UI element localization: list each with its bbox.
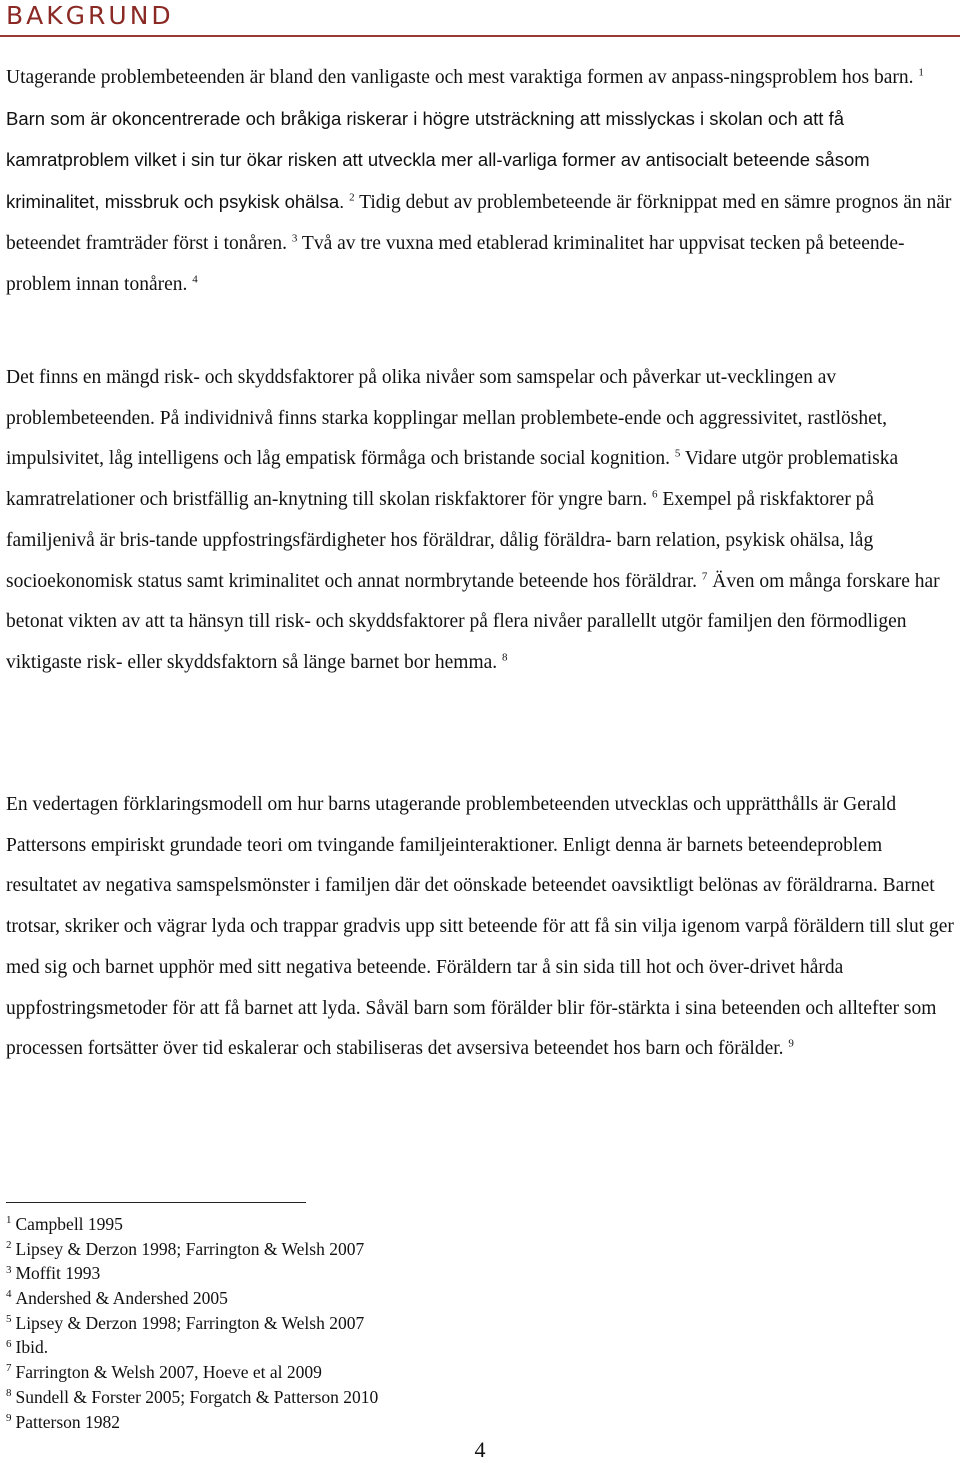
footnote-text: Ibid. [15, 1337, 49, 1358]
footnote-number: 9 [6, 1411, 12, 1424]
footnote-ref-9[interactable]: 9 [788, 1037, 794, 1050]
footnote-item [6, 1261, 378, 1286]
footnote-item [6, 1212, 378, 1237]
footnote-ref-7[interactable]: 7 [701, 570, 708, 583]
footnote-text: Lipsey & Derzon 1998; Farrington & Welsh 2007 [15, 1238, 365, 1259]
paragraph-2-sentence-1: Det finns en mängd risk- och skyddsfaktorer på olika nivåer som samspelar och påverkar ut-vecklingen av problembeteenden. På individnivå finns starka kopplingar mellan problembete-ende och aggressivitet, rastlöshet, impulsivitet, låg intelligens och låg empatisk förmåga och bristande social kognition. [6, 367, 888, 470]
footnote-item [6, 1237, 378, 1262]
paragraph-1-sentence-1b: Barn som är okoncentrerade och bråkiga riskerar i högre utsträckning att misslyckas i skolan och att få kamratproblem vilket i sin tur ökar risken att utveckla mer all-varliga former av antisocialt beteende såsom kriminalitet, missbruk och psykisk ohälsa. [6, 107, 870, 213]
paragraph-2-sentence-2: Vidare utgör problematiska kamratrelationer och bristfällig an-knytning till skolan riskfaktorer för yngre barn. [6, 448, 899, 511]
footnote-item [6, 1360, 378, 1385]
footnote-number: 7 [6, 1362, 12, 1375]
paragraph-2 [6, 358, 956, 684]
footnote-ref-8[interactable]: 8 [502, 651, 508, 664]
paragraph-3-text: En vedertagen förklaringsmodell om hur barns utagerande problembeteenden utvecklas och upprätthålls är Gerald Pattersons empiriskt grundade teori om tvingande familjeinteraktioner. Enligt denna är barnets beteendeproblem resultatet av negativa samspelsmönster i familjen där det oönskade beteendet oavsiktligt belönas av föräldrarna. Barnet trotsar, skriker och vägrar lyda och trappar gradvis upp sitt beteende för att få sin vilja igenom varpå föräldern till slut ger med sig och barnet upphör med sitt negativa beteende. Föräldern tar å sin sida till hot och över-drivet hårda uppfostringsmetoder för att få barnet att lyda. Såväl barn som förälder blir för-stärkta i sina beteenden och alltefter som processen fortsätter över tid eskalerar och stabiliseras det avsersiva beteendet hos barn och förälder. [6, 794, 954, 1060]
footnote-item [6, 1385, 378, 1410]
footnote-text: Andershed & Andershed 2005 [15, 1288, 228, 1309]
footnote-ref-3[interactable]: 3 [291, 232, 298, 245]
footnote-text: Sundell & Forster 2005; Forgatch & Patterson 2010 [15, 1386, 379, 1407]
section-heading: BAKGRUND [6, 1, 174, 30]
footnote-ref-1[interactable]: 1 [918, 66, 924, 79]
footnote-ref-5[interactable]: 5 [674, 447, 681, 460]
paragraph-2-sentence-3: Exempel på riskfaktorer på familjenivå är bris-tande uppfostringsfärdigheter hos föräldrar, dålig föräldra- barn relation, psykisk ohälsa, låg socioekonomisk status samt kriminalitet och annat normbrytande beteende hos föräldrar. [6, 489, 875, 592]
heading-underline [0, 35, 960, 37]
footnote-text: Campbell 1995 [15, 1214, 123, 1234]
footnote-number: 5 [6, 1312, 12, 1325]
footnote-text: Patterson 1982 [15, 1411, 121, 1432]
footnote-number: 4 [6, 1288, 12, 1301]
footnote-ref-2[interactable]: 2 [349, 191, 355, 204]
footnote-item [6, 1286, 378, 1311]
footnote-item [6, 1335, 378, 1360]
paragraph-2-sentence-4: Även om många forskare har betonat vikten av att ta hänsyn till risk- och skyddsfaktorer på flera nivåer parallellt utgör familjen den förmodligen viktigaste risk- eller skyddsfaktorn så länge barnet bor hemma. [6, 570, 940, 673]
footnote-number: 3 [6, 1263, 12, 1276]
footnote-text: Moffit 1993 [15, 1263, 101, 1284]
footnote-ref-4[interactable]: 4 [192, 273, 198, 286]
footnote-number: 2 [6, 1238, 12, 1251]
footnote-list [6, 1212, 378, 1434]
footnote-ref-6[interactable]: 6 [652, 488, 658, 501]
page-number: 4 [474, 1437, 486, 1462]
footnote-text: Lipsey & Derzon 1998; Farrington & Welsh 2007 [15, 1312, 365, 1333]
paragraph-1 [6, 58, 956, 305]
footnote-item [6, 1410, 378, 1435]
footnote-item [6, 1311, 378, 1336]
paragraph-3 [6, 785, 956, 1070]
footnote-separator [6, 1202, 306, 1203]
paragraph-1-sentence-2: Tidig debut av problembeteende är förknippat med en sämre prognos än när beteendet framträder först i tonåren. [6, 192, 952, 254]
footnote-text: Farrington & Welsh 2007, Hoeve et al 2009 [15, 1362, 322, 1383]
paragraph-1-sentence-1a: Utagerande problembeteenden är bland den vanligaste och mest varaktiga formen av anpass-ningsproblem hos barn. [6, 67, 914, 88]
paragraph-1-sentence-3: Två av tre vuxna med etablerad kriminalitet har uppvisat tecken på beteende-problem innan tonåren. [6, 232, 905, 295]
footnote-number: 8 [6, 1386, 12, 1399]
footnote-number: 6 [6, 1337, 12, 1350]
footnote-number: 1 [6, 1214, 12, 1227]
